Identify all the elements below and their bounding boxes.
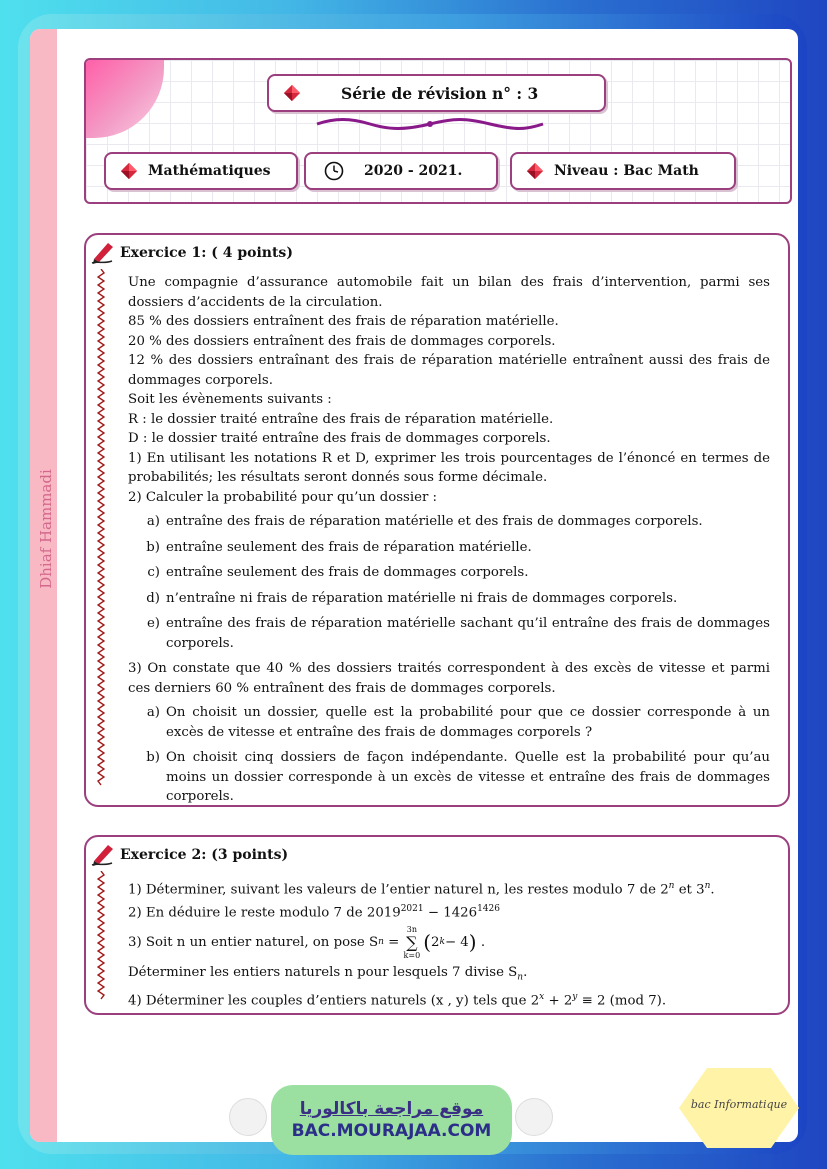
math-equals: = <box>388 935 400 951</box>
ex1-intro-line: R : le dossier traité entraîne des frais de réparation matérielle. <box>128 411 554 427</box>
math-paren: ) <box>468 930 477 955</box>
math-subscript: n <box>517 972 524 983</box>
item-label: a) <box>146 705 160 720</box>
item-text: entraîne seulement des frais de dommages corporels. <box>166 565 529 580</box>
year-pill <box>304 152 498 190</box>
ex2-q1-text: 1) Déterminer, suivant les valeurs de l’entier naturel n, les restes modulo 7 de <box>128 882 656 898</box>
header-box <box>84 58 792 204</box>
ex2-q4-text: 4) Déterminer les couples d’entiers naturels (x , y) tels que <box>128 993 527 1009</box>
level-pill <box>510 152 736 190</box>
list-item <box>128 563 770 583</box>
worksheet-page <box>30 29 798 1142</box>
site-banner[interactable] <box>271 1085 512 1155</box>
item-text: On choisit cinq dossiers de façon indépendante. Quelle est la probabilité pour qu’au moins un dossier corresponde à un excès de vitesse et entraîne des frais de dommages corporels. <box>166 750 770 804</box>
red-zigzag-rule <box>97 269 105 789</box>
math-term: − 4 <box>444 935 469 951</box>
item-label: b) <box>146 750 160 765</box>
math-operator: − <box>427 905 439 921</box>
math-punct: . <box>523 964 528 980</box>
ex2-question-2 <box>128 900 770 923</box>
item-text: entraîne des frais de réparation matérielle et des frais de dommages corporels. <box>166 514 703 529</box>
ex2-q2-text: 2) En déduire le reste modulo 7 de <box>128 905 363 921</box>
math-base: 2019 <box>366 905 401 921</box>
arabic-site-name[interactable]: موقع مراجعة باكالوريا <box>299 1099 484 1119</box>
ex2-q3-follow-text: Déterminer les entiers naturels n pour lesquels 7 divise <box>128 964 504 980</box>
ex1-intro-line: 12 % des dossiers entraînant des frais de réparation matérielle entraînent aussi des frais de dommages corporels. <box>128 353 770 388</box>
item-label: b) <box>146 539 160 555</box>
ex1-intro-line: 1) En utilisant les notations R et D, exprimer les trois pourcentages de l’énoncé en termes de probabilités; les résultats seront donnés sous forme décimale. <box>128 450 770 485</box>
left-logo <box>229 1098 267 1136</box>
clock-icon <box>324 161 344 181</box>
math-base: 2 <box>660 882 669 898</box>
math-exponent: n <box>704 881 711 891</box>
ex1-intro-line: Soit les évènements suivants : <box>128 392 332 407</box>
math-exponent: n <box>668 881 675 891</box>
list-item <box>128 538 770 558</box>
bac-informatique-badge <box>677 1066 801 1150</box>
math-exponent: y <box>572 992 578 1002</box>
diamond-icon <box>526 162 544 180</box>
item-label: e) <box>146 616 160 631</box>
ex1-intro-line: 2) Calculer la probabilité pour qu’un dossier : <box>128 489 438 505</box>
ex2-q3-text: 3) Soit n un entier naturel, on pose <box>128 935 365 951</box>
pen-icon <box>90 239 116 265</box>
series-title: Série de révision n° : 3 <box>341 83 539 103</box>
math-subscript: n <box>378 937 384 948</box>
math-term: + 2 <box>548 993 573 1009</box>
school-year: 2020 - 2021. <box>364 163 463 179</box>
math-symbol: S <box>369 935 379 951</box>
ex1-question-3: 3) On constate que 40 % des dossiers traités correspondent à des excès de vitesse et parmi ces derniers 60 % entraînent des frais de dommages corporels. <box>128 661 770 696</box>
list-item <box>128 512 770 532</box>
left-sidebar <box>30 29 57 1142</box>
exercise-1-content <box>128 273 770 813</box>
diamond-icon <box>120 162 138 180</box>
math-punct: . <box>710 882 715 898</box>
math-exponent: 1426 <box>477 903 500 914</box>
exercise-1-box <box>84 233 790 807</box>
math-term: ≡ 2 (mod 7). <box>581 993 667 1009</box>
ex1-intro-line: D : le dossier traité entraîne des frais de dommages corporels. <box>128 431 551 446</box>
pink-corner-decoration <box>86 60 164 138</box>
ex2-question-1 <box>128 877 770 900</box>
math-punct: . <box>480 935 486 951</box>
list-item <box>128 748 770 807</box>
exercise-2-content <box>128 877 770 1011</box>
ex1-intro-line: Une compagnie d’assurance automobile fait un bilan des frais d’intervention, parmi ses dossiers d’accidents de la circulation. <box>128 275 770 310</box>
ex1-intro-line: 20 % des dossiers entraînent des frais de dommages corporels. <box>128 333 556 349</box>
item-text: n’entraîne ni frais de réparation matérielle ni frais de dommages corporels. <box>166 590 678 606</box>
math-exponent: k <box>439 937 445 948</box>
sum-lower: k=0 <box>403 950 421 960</box>
math-symbol: S <box>508 964 518 980</box>
exercise-2-title: Exercice 2: (3 points) <box>120 847 289 863</box>
sum-upper: 3n <box>406 924 417 934</box>
level-label: Niveau : Bac Math <box>554 163 699 179</box>
math-exponent: 2021 <box>400 903 424 914</box>
list-item <box>128 614 770 653</box>
math-connector: et <box>678 882 692 898</box>
pen-icon <box>90 841 116 867</box>
item-text: entraîne des frais de réparation matérielle sachant qu’il entraîne des frais de dommages corporels. <box>166 616 770 651</box>
ex2-question-3-follow <box>128 963 770 988</box>
subject-pill <box>104 152 298 190</box>
author-name: Dhiaf Hammadi <box>37 469 55 589</box>
red-zigzag-rule <box>97 871 105 1003</box>
subject-label: Mathématiques <box>148 163 271 179</box>
math-base: 2 <box>530 993 540 1009</box>
math-base: 2 <box>431 935 440 951</box>
badge-text: bac Informatique <box>690 1098 788 1111</box>
wave-divider <box>315 116 545 132</box>
right-logo <box>515 1098 553 1136</box>
ex2-question-4 <box>128 988 770 1011</box>
item-label: d) <box>146 590 160 606</box>
math-base: 3 <box>696 882 705 898</box>
math-exponent: x <box>539 992 545 1002</box>
ex1-intro-line: 85 % des dossiers entraînent des frais de réparation matérielle. <box>128 314 559 329</box>
item-text: On choisit un dossier, quelle est la probabilité pour que ce dossier corresponde à un excès de vitesse et entraîne des frais de dommages corporels ? <box>166 705 770 740</box>
site-url[interactable]: BAC.MOURAJAA.COM <box>291 1121 492 1141</box>
ex2-question-3 <box>128 923 770 963</box>
series-title-pill <box>267 74 606 112</box>
diamond-icon <box>283 84 301 102</box>
exercise-1-title: Exercice 1: ( 4 points) <box>120 245 293 261</box>
math-paren: ( <box>423 930 431 955</box>
math-base: 1426 <box>443 905 478 921</box>
exercise-2-box <box>84 835 790 1015</box>
item-text: entraîne seulement des frais de réparation matérielle. <box>166 539 532 555</box>
sum-operator <box>404 925 421 961</box>
item-label: c) <box>147 565 160 580</box>
sum-sigma: ∑ <box>406 932 418 952</box>
list-item <box>128 703 770 742</box>
item-label: a) <box>146 514 160 529</box>
list-item <box>128 589 770 609</box>
